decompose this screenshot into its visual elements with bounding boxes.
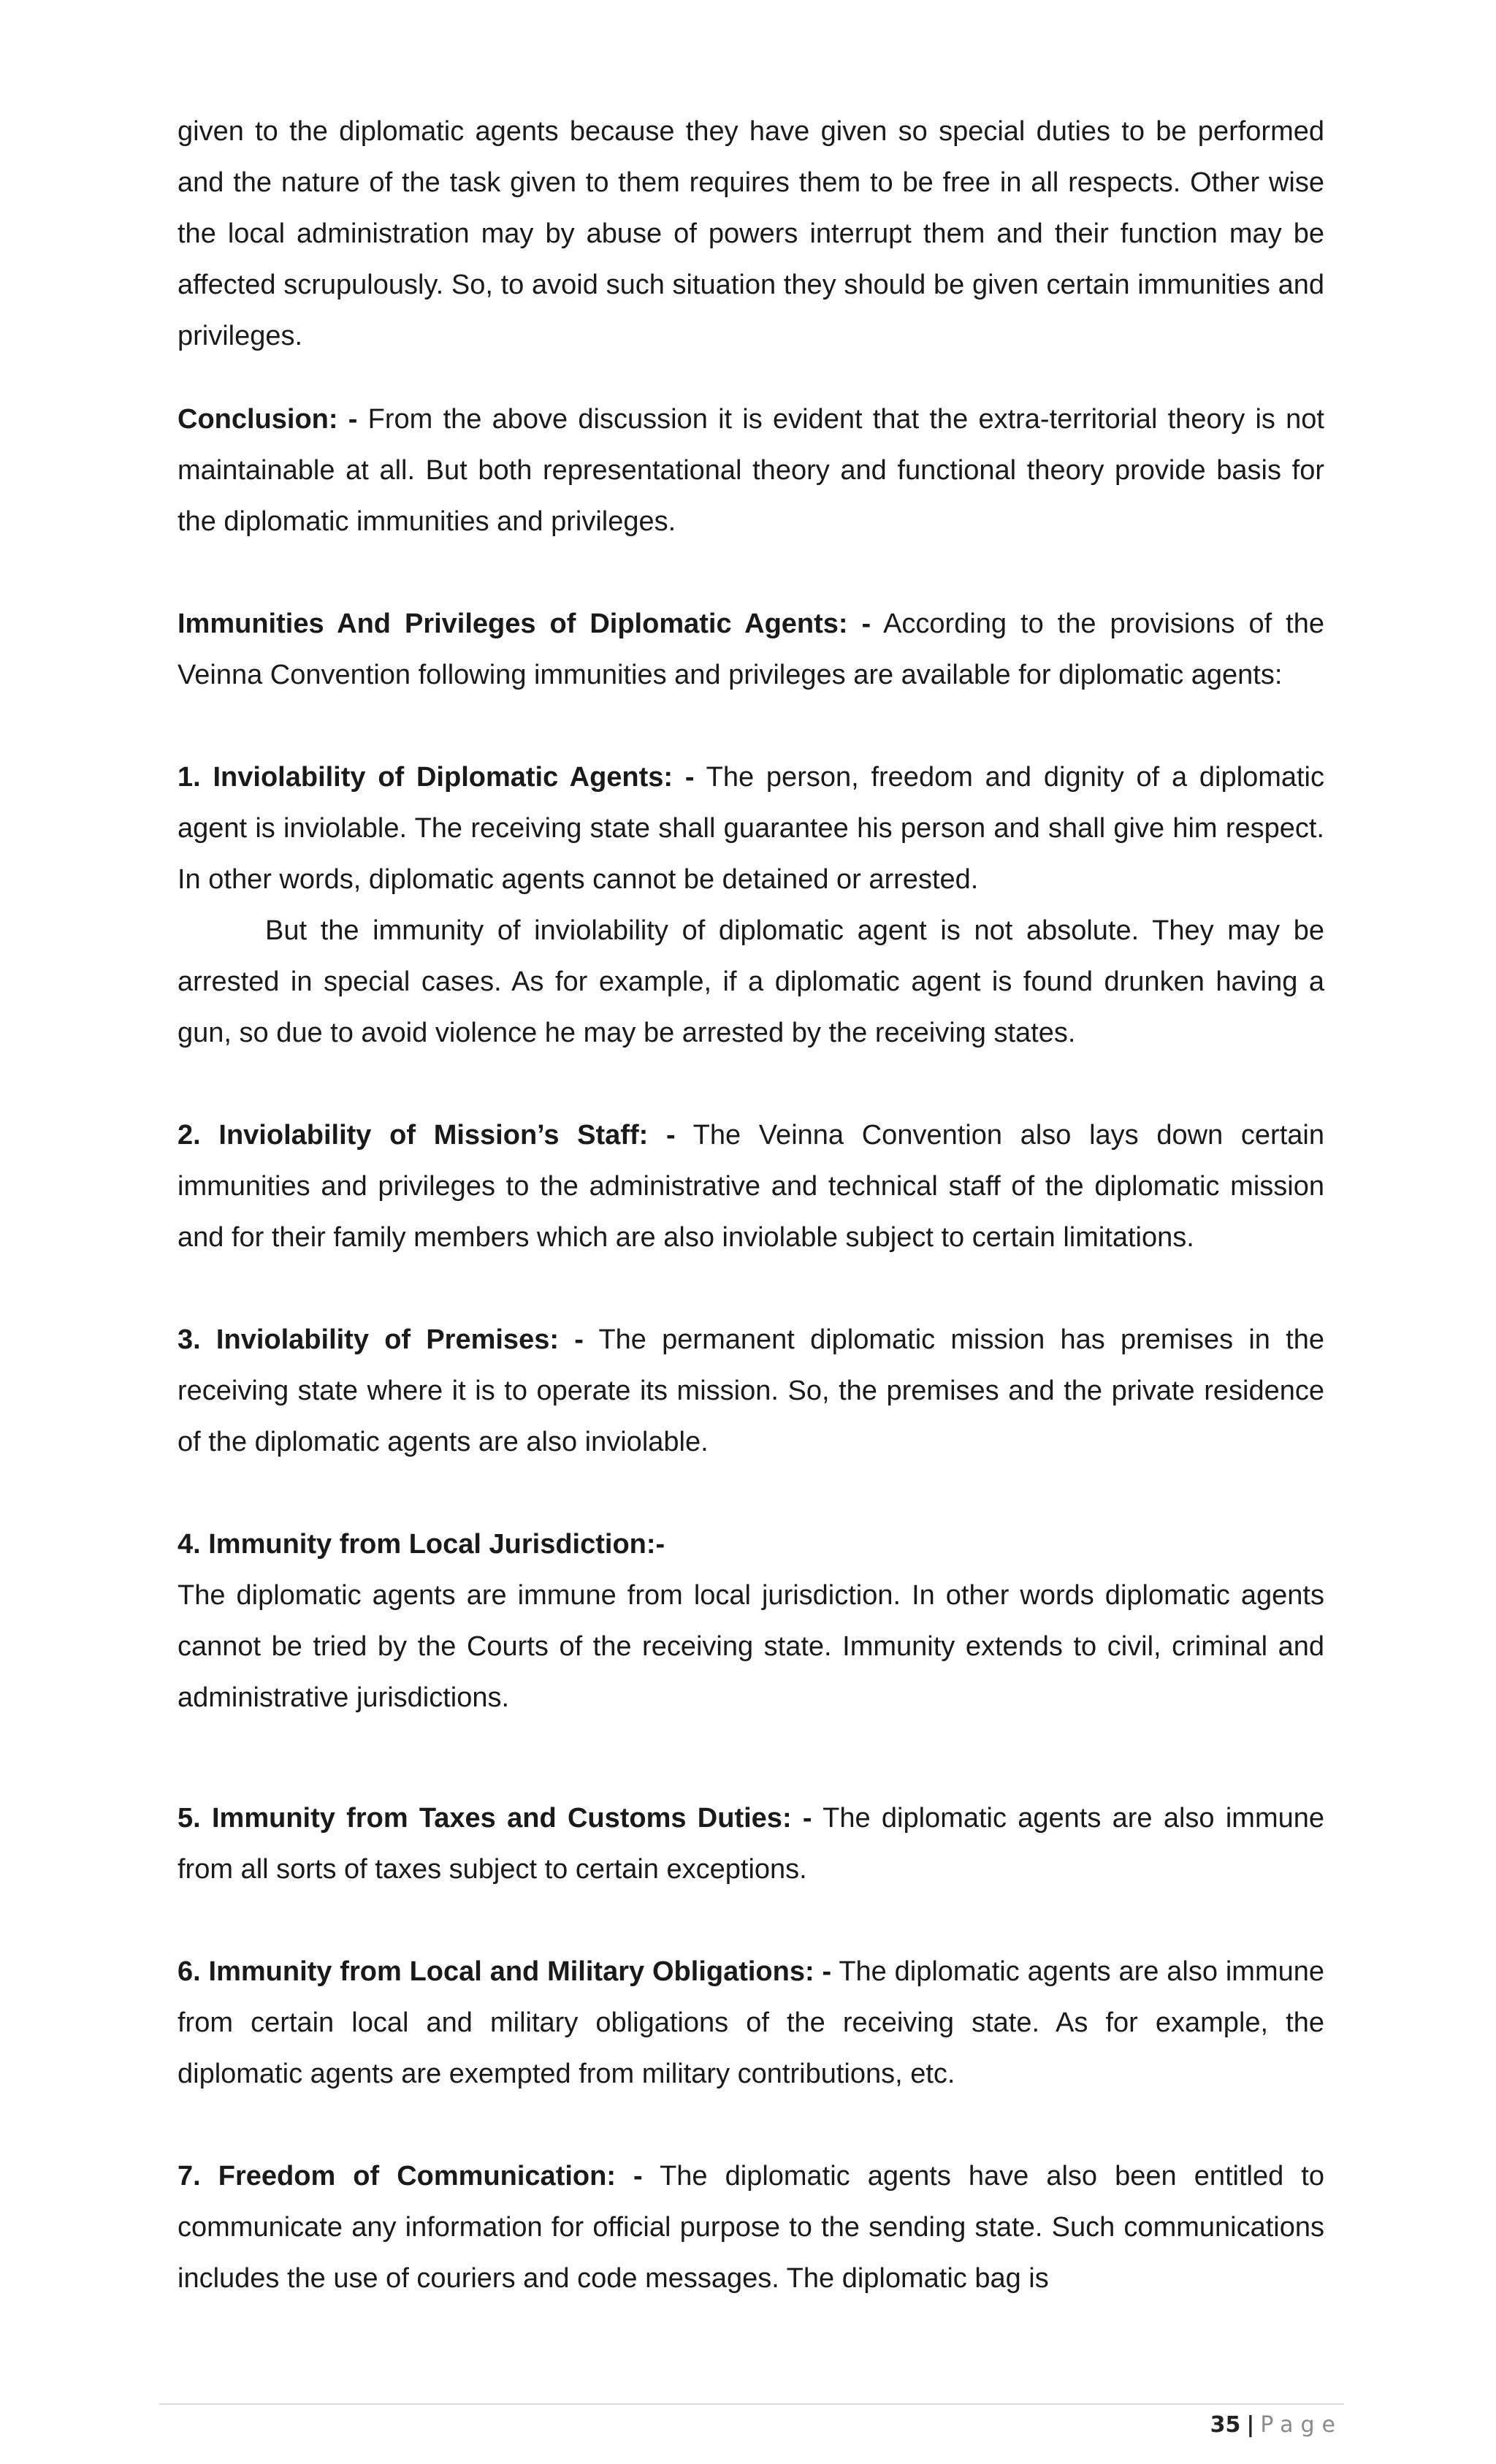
- item-1-continuation: [178, 905, 1324, 1059]
- item-5-paragraph: [178, 1793, 1324, 1895]
- intro-paragraph: [178, 106, 1324, 362]
- item-7-paragraph: [178, 2151, 1324, 2304]
- item-7-label: 7. Freedom of Communication: -: [178, 2161, 643, 2192]
- item-6-paragraph: [178, 1946, 1324, 2099]
- item-2-paragraph: [178, 1110, 1324, 1263]
- intro-text: given to the diplomatic agents because they have given so special duties to be performed and the nature of the task given to them requires them to be free in all respects. Other wise the local administration may by abuse of powers interrupt them and their function may be affected scrupulously. So, to avoid such situation they should be given certain immunities and privileges.: [178, 116, 1324, 351]
- item-1-label: 1. Inviolability of Diplomatic Agents: -: [178, 762, 695, 793]
- immunities-intro-label: Immunities And Privileges of Diplomatic Agents: -: [178, 609, 871, 639]
- item-6-text: The diplomatic agents are also immune from certain local and military obligations of the receiving state. As for example, the diplomatic agents are exempted from military contributions, etc.: [178, 1956, 1325, 2089]
- item-4-text: The diplomatic agents are immune from local jurisdiction. In other words diplomatic agents cannot be tried by the Courts of the receiving state. Immunity extends to civil, criminal and administrative jurisdictions.: [178, 1580, 1324, 1713]
- conclusion-label: Conclusion: -: [178, 404, 358, 435]
- item-1-paragraph: [178, 752, 1324, 905]
- footer-separator: |: [1246, 2412, 1255, 2438]
- document-body: [178, 106, 1324, 2304]
- item-1-text: The person, freedom and dignity of a diplomatic agent is inviolable. The receiving state shall guarantee his person and shall give him respect. In other words, diplomatic agents cannot be detained or arrested.: [178, 762, 1325, 895]
- item-3-paragraph: [178, 1314, 1324, 1468]
- item-2-text: The Veinna Convention also lays down certain immunities and privileges to the administrative and technical staff of the diplomatic mission and for their family members which are also inviolable subject to certain limitations.: [178, 1120, 1324, 1253]
- page-footer: [1210, 2411, 1343, 2440]
- item-1-continuation-text: But the immunity of inviolability of diplomatic agent is not absolute. They may be arrested in special cases. As for example, if a diplomatic agent is found drunken having a gun, so due to avoid violence he may be arrested by the receiving states.: [178, 915, 1324, 1048]
- item-3-label: 3. Inviolability of Premises: -: [178, 1324, 584, 1355]
- item-4-paragraph: [178, 1570, 1324, 1723]
- conclusion-text: From the above discussion it is evident that the extra-territorial theory is not maintainable at all. But both representational theory and functional theory provide basis for the diplomatic immunities and privileges.: [178, 404, 1324, 537]
- item-3-text: The permanent diplomatic mission has premises in the receiving state where it is to operate its mission. So, the premises and the private residence of the diplomatic agents are also inviolable.: [178, 1324, 1324, 1457]
- item-5-label: 5. Immunity from Taxes and Customs Duties: -: [178, 1803, 812, 1834]
- item-6-label: 6. Immunity from Local and Military Obligations: -: [178, 1956, 832, 1987]
- page-label: Page: [1260, 2412, 1343, 2438]
- conclusion-paragraph: [178, 394, 1324, 547]
- immunities-intro-text: According to the provisions of the Veinna Convention following immunities and privileges are available for diplomatic agents:: [178, 609, 1324, 690]
- item-5-text: The diplomatic agents are also immune from all sorts of taxes subject to certain exceptions.: [178, 1803, 1324, 1885]
- footer-divider: [159, 2403, 1344, 2405]
- item-7-text: The diplomatic agents have also been entitled to communicate any information for official purpose to the sending state. Such communications includes the use of couriers and code messages. The diplomatic bag is: [178, 2161, 1324, 2294]
- immunities-intro-paragraph: [178, 598, 1324, 701]
- item-2-label: 2. Inviolability of Mission’s Staff: -: [178, 1120, 676, 1151]
- page-number: 35: [1210, 2412, 1241, 2438]
- item-4-heading: 4. Immunity from Local Jurisdiction:-: [178, 1529, 665, 1560]
